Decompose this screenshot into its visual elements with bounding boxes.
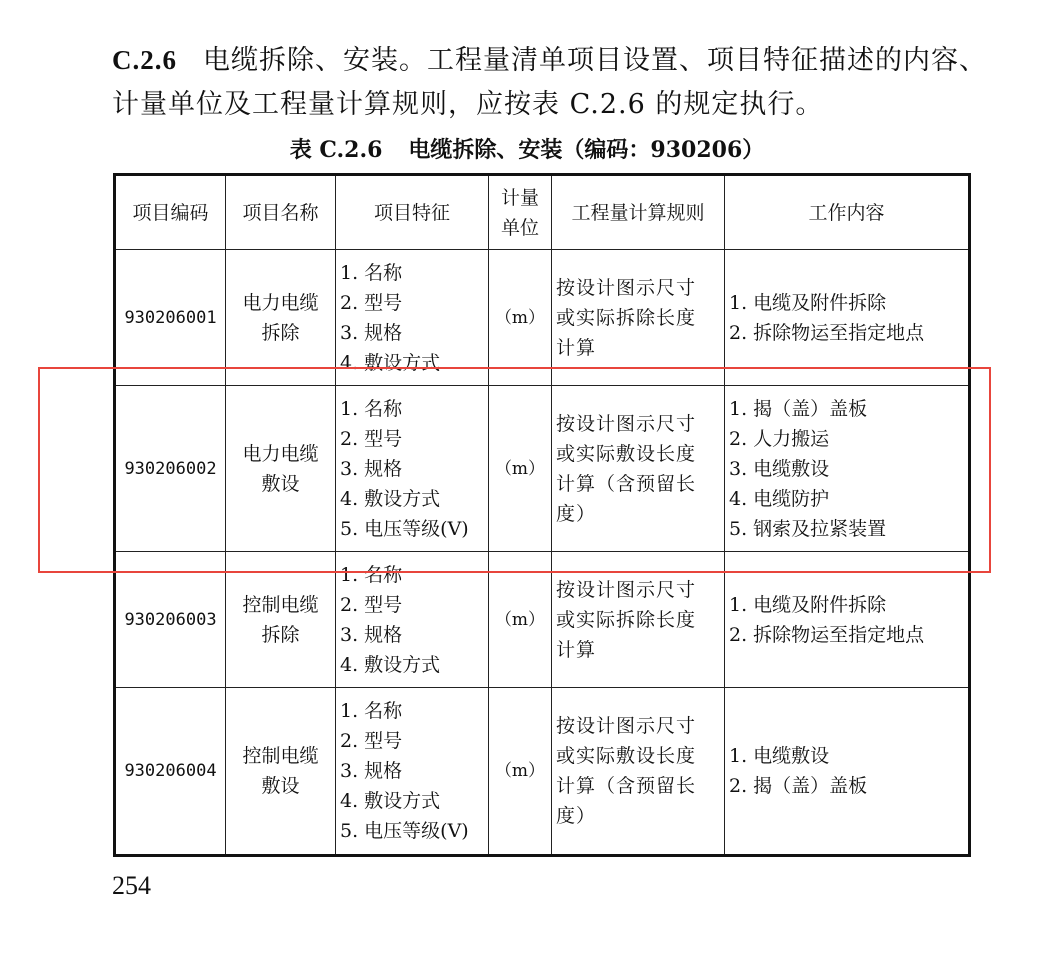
work-item: 2. 拆除物运至指定地点: [729, 321, 925, 344]
feature-item: 5. 电压等级(V): [340, 820, 469, 842]
item-work: [725, 688, 970, 856]
rule-line: 或实际拆除长度: [556, 608, 697, 631]
item-name: [226, 552, 336, 688]
header-unit: [489, 175, 552, 250]
item-rule: [552, 250, 725, 386]
rule-line: 或实际敷设长度: [556, 745, 697, 767]
rule-line: 按设计图示尺寸: [556, 412, 697, 435]
item-name-line: 拆除: [261, 321, 300, 344]
rule-line: 或实际拆除长度: [556, 306, 697, 329]
feature-item: 1. 名称: [340, 261, 403, 284]
item-name-line: 拆除: [261, 623, 300, 646]
rule-line: 或实际敷设长度: [556, 442, 697, 465]
feature-item: 3. 规格: [340, 457, 403, 480]
work-item: 2. 拆除物运至指定地点: [729, 623, 925, 646]
rule-line: 按设计图示尺寸: [556, 276, 697, 299]
item-name-line: 控制电缆: [242, 593, 319, 616]
item-name-line: 敷设: [261, 775, 300, 797]
table-caption: [0, 132, 1054, 168]
item-rule: [552, 552, 725, 688]
rule-line: 计算（含预留长: [556, 775, 697, 797]
feature-item: 3. 规格: [340, 623, 403, 646]
feature-item: 1. 名称: [340, 563, 403, 586]
feature-item: 2. 型号: [340, 593, 403, 616]
table-header-row: [115, 175, 970, 250]
feature-item: 4. 敷设方式: [340, 790, 441, 812]
item-features: [336, 552, 489, 688]
rule-line: 计算: [556, 336, 597, 359]
feature-item: 2. 型号: [340, 291, 403, 314]
feature-item: 4. 敷设方式: [340, 653, 441, 676]
item-name-line: 控制电缆: [242, 745, 319, 767]
item-features: [336, 688, 489, 856]
page-number: 254: [112, 871, 151, 900]
item-features: [336, 386, 489, 552]
feature-item: 3. 规格: [340, 321, 403, 344]
rule-line: 按设计图示尺寸: [556, 715, 697, 737]
feature-item: 2. 型号: [340, 730, 403, 752]
header-name: 项目名称: [226, 175, 336, 250]
work-item: 5. 钢索及拉紧装置: [729, 517, 887, 540]
item-name-line: 敷设: [261, 472, 300, 495]
feature-item: 4. 敷设方式: [340, 487, 441, 510]
rule-line: 按设计图示尺寸: [556, 578, 697, 601]
table-row: [115, 552, 970, 688]
feature-item: 1. 名称: [340, 397, 403, 420]
item-features: [336, 250, 489, 386]
work-item: 2. 揭（盖）盖板: [729, 775, 868, 797]
section-number: C.2.6: [112, 45, 177, 75]
work-item: 2. 人力搬运: [729, 427, 830, 450]
item-work: [725, 552, 970, 688]
feature-item: 4. 敷设方式: [340, 351, 441, 374]
header-code: 项目编码: [115, 175, 226, 250]
item-rule: [552, 688, 725, 856]
feature-item: 1. 名称: [340, 700, 403, 722]
item-name-line: 电力电缆: [242, 442, 319, 465]
header-work: 工作内容: [725, 175, 970, 250]
item-unit: （m）: [489, 552, 552, 688]
work-item: 1. 揭（盖）盖板: [729, 397, 868, 420]
feature-item: 3. 规格: [340, 760, 403, 782]
item-code: 930206001: [115, 250, 226, 386]
feature-item: 2. 型号: [340, 427, 403, 450]
work-item: 4. 电缆防护: [729, 487, 830, 510]
specification-table: [113, 173, 971, 857]
header-features: 项目特征: [336, 175, 489, 250]
header-unit-line-1: 计量: [500, 186, 539, 209]
table-caption-label: 表 C.2.6: [289, 137, 383, 163]
rule-line: 计算: [556, 638, 597, 661]
item-unit: （m）: [489, 386, 552, 552]
item-code: 930206003: [115, 552, 226, 688]
item-work: [725, 250, 970, 386]
item-code: 930206002: [115, 386, 226, 552]
header-unit-line-2: 单位: [500, 216, 539, 239]
work-item: 1. 电缆及附件拆除: [729, 593, 887, 616]
work-item: 1. 电缆敷设: [729, 745, 830, 767]
item-work: [725, 386, 970, 552]
table-row: [115, 386, 970, 552]
item-code: 930206004: [115, 688, 226, 856]
section-text: 电缆拆除、安装。工程量清单项目设置、项目特征描述的内容、计量单位及工程量计算规则，应按表 C.2.6 的规定执行。: [112, 45, 987, 120]
table-row: [115, 250, 970, 386]
work-item: 3. 电缆敷设: [729, 457, 830, 480]
rule-line: 计算（含预留长: [556, 472, 697, 495]
item-name: [226, 250, 336, 386]
table-row: [115, 688, 970, 856]
header-rule: 工程量计算规则: [552, 175, 725, 250]
item-name-line: 电力电缆: [242, 291, 319, 314]
item-rule: [552, 386, 725, 552]
item-unit: （m）: [489, 250, 552, 386]
item-name: [226, 386, 336, 552]
table-caption-title: 电缆拆除、安装（编码：930206）: [408, 137, 765, 163]
rule-line: 度）: [556, 805, 597, 827]
section-paragraph: [112, 38, 992, 127]
work-item: 1. 电缆及附件拆除: [729, 291, 887, 314]
item-name: [226, 688, 336, 856]
feature-item: 5. 电压等级(V): [340, 517, 469, 540]
item-unit: （m）: [489, 688, 552, 856]
rule-line: 度）: [556, 502, 597, 525]
